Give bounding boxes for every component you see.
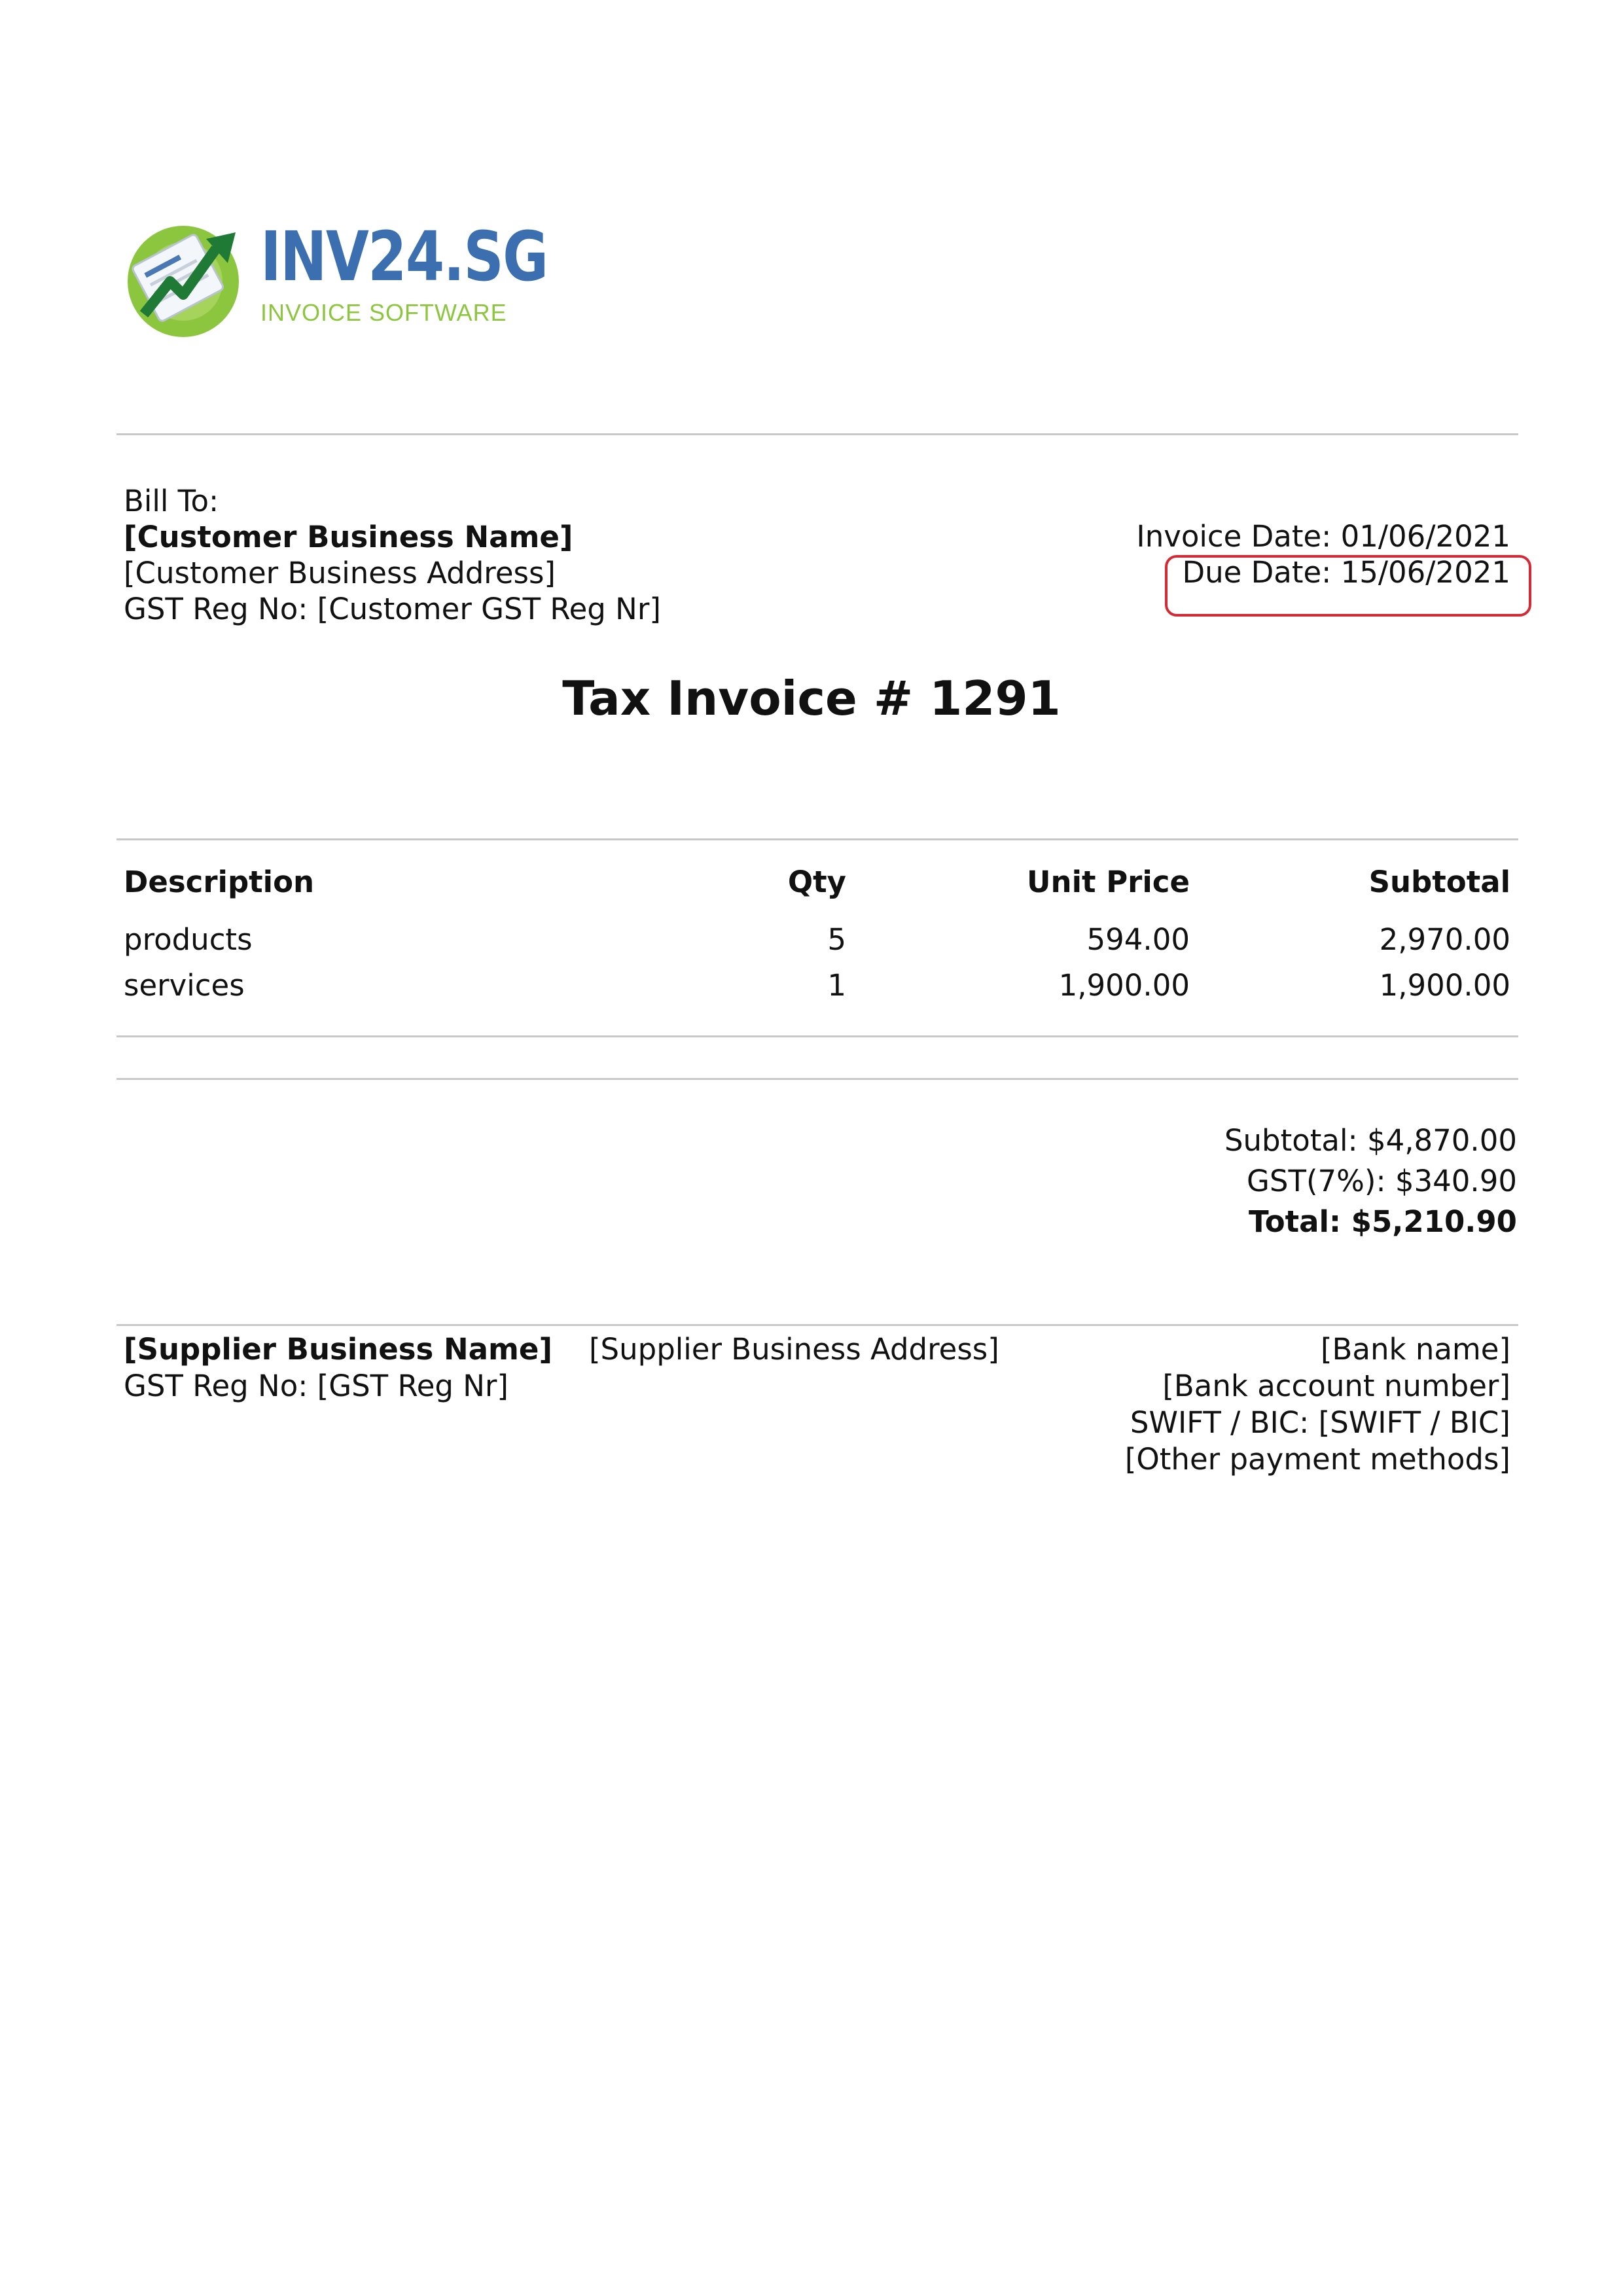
due-date: Due Date: 15/06/2021: [1182, 555, 1510, 590]
logo-tagline: INVOICE SOFTWARE: [260, 299, 507, 326]
divider-table-top: [116, 838, 1518, 840]
supplier-gst: GST Reg No: [GST Reg Nr]: [124, 1369, 508, 1403]
payment-block: [1125, 1331, 1510, 1478]
due-date-highlight-box: [1165, 555, 1531, 617]
row-description: products: [124, 922, 253, 957]
company-logo: [118, 209, 548, 347]
invoice-title: Tax Invoice # 1291: [562, 671, 1061, 726]
supplier-address: [Supplier Business Address]: [589, 1332, 999, 1367]
row-subtotal: 2,970.00: [1379, 922, 1510, 957]
bank-account: [Bank account number]: [1162, 1369, 1510, 1403]
totals-subtotal: Subtotal: $4,870.00: [1224, 1123, 1517, 1158]
totals-total: Total: $5,210.90: [1249, 1204, 1517, 1239]
row-qty: 5: [827, 922, 846, 957]
row-qty: 1: [827, 968, 846, 1003]
logo-wordmark: INV24.SG: [260, 217, 548, 296]
header-unit-price: Unit Price: [1027, 865, 1190, 899]
customer-address: [Customer Business Address]: [124, 556, 556, 590]
divider-footer: [116, 1324, 1518, 1326]
supplier-name: [Supplier Business Name]: [124, 1332, 553, 1367]
divider-top: [116, 433, 1518, 435]
logo-icon: [118, 209, 249, 340]
totals-gst: GST(7%): $340.90: [1247, 1164, 1517, 1198]
header-qty: Qty: [787, 865, 846, 899]
row-description: services: [124, 968, 245, 1003]
bill-to-label: Bill To:: [124, 484, 219, 518]
header-description: Description: [124, 865, 315, 899]
other-payment-methods: [Other payment methods]: [1124, 1442, 1510, 1477]
invoice-date: Invoice Date: 01/06/2021: [1136, 519, 1510, 554]
row-unit-price: 1,900.00: [1058, 968, 1190, 1003]
supplier-block: [124, 1331, 552, 1405]
bill-to-block: [124, 483, 661, 627]
divider-totals-top: [116, 1078, 1518, 1080]
swift-bic: SWIFT / BIC: [SWIFT / BIC]: [1130, 1405, 1510, 1440]
divider-table-bottom: [116, 1035, 1518, 1037]
totals-block: [1224, 1121, 1517, 1242]
row-subtotal: 1,900.00: [1379, 968, 1510, 1003]
bank-name: [Bank name]: [1320, 1332, 1510, 1367]
header-subtotal: Subtotal: [1368, 865, 1510, 899]
row-unit-price: 594.00: [1086, 922, 1190, 957]
customer-gst: GST Reg No: [Customer GST Reg Nr]: [124, 592, 661, 626]
customer-name: [Customer Business Name]: [124, 520, 573, 554]
